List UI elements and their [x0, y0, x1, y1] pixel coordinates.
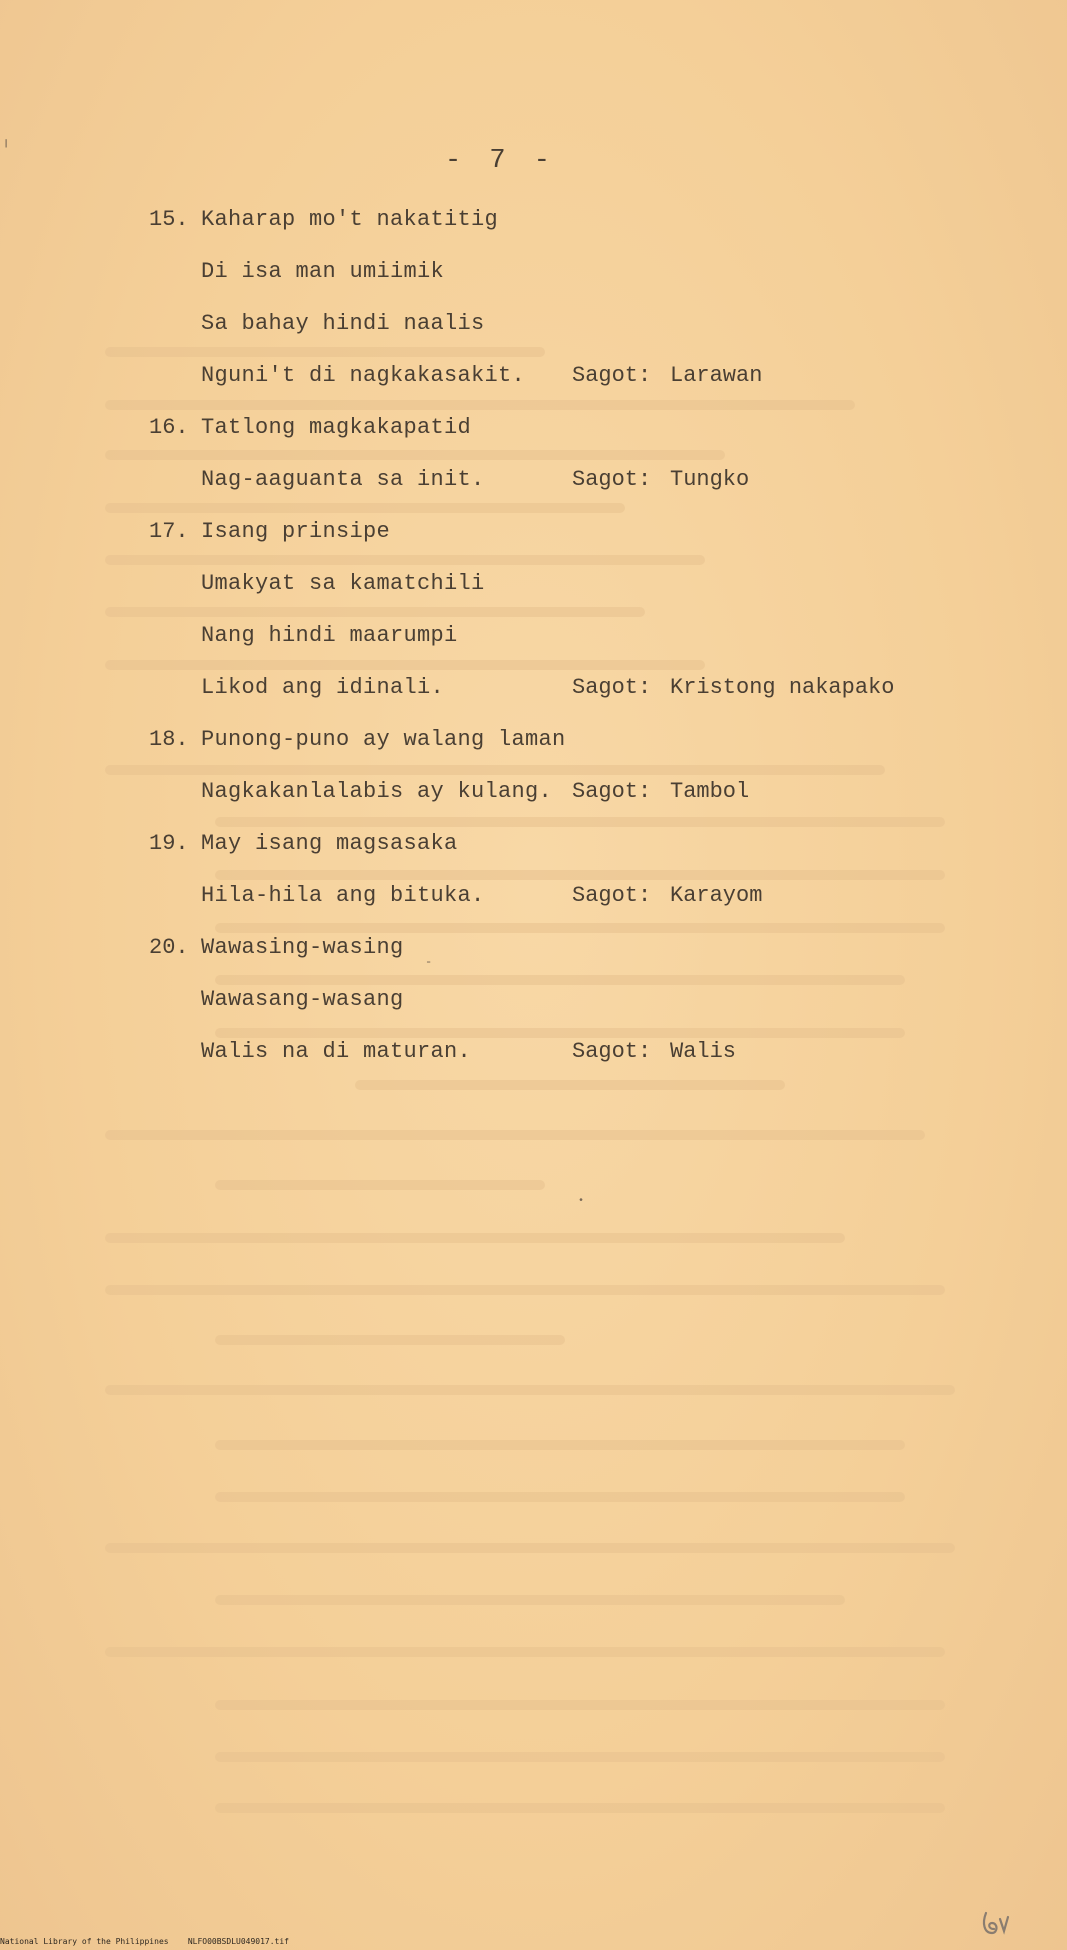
riddle-line: Likod ang idinali. [201, 675, 445, 700]
riddle-number: 20. [149, 935, 189, 960]
answer-label: Sagot: [572, 883, 652, 908]
answer-value: Kristong nakapako [670, 675, 895, 700]
answer-value: Tungko [670, 467, 750, 492]
riddle-line: Hila-hila ang bituka. [201, 883, 485, 908]
riddle-line: Nagkakanlalabis ay kulang. [201, 779, 553, 804]
answer-value: Karayom [670, 883, 763, 908]
riddle-line: Punong-puno ay walang laman [201, 727, 566, 752]
riddle-line: Sa bahay hindi naalis [201, 311, 485, 336]
archive-footer: National Library of the Philippines NLFO00BSDLU049017.tif [0, 1937, 289, 1946]
riddle-number: 17. [149, 519, 189, 544]
riddle-number: 16. [149, 415, 189, 440]
riddle-line: Kaharap mo't nakatitig [201, 207, 499, 232]
riddle-line: Nang hindi maarumpi [201, 623, 458, 648]
answer-label: Sagot: [572, 675, 652, 700]
page-number: - 7 - [445, 146, 557, 176]
riddle-line: Walis na di maturan. [201, 1039, 472, 1064]
stray-dash: - [425, 955, 433, 969]
answer-label: Sagot: [572, 467, 652, 492]
riddle-line: Nguni't di nagkakasakit. [201, 363, 526, 388]
handwritten-initial-mark [980, 1905, 1016, 1946]
riddle-number: 15. [149, 207, 189, 232]
margin-mark: ╷ [2, 133, 11, 149]
riddle-line: Wawasang-wasang [201, 987, 404, 1012]
riddle-line: Nag-aaguanta sa init. [201, 467, 485, 492]
answer-value: Larawan [670, 363, 763, 388]
answer-label: Sagot: [572, 363, 652, 388]
stray-dot: • [578, 1196, 585, 1207]
riddle-line: Umakyat sa kamatchili [201, 571, 485, 596]
answer-label: Sagot: [572, 1039, 652, 1064]
riddle-line: Di isa man umiimik [201, 259, 445, 284]
answer-label: Sagot: [572, 779, 652, 804]
riddle-number: 18. [149, 727, 189, 752]
answer-value: Tambol [670, 779, 750, 804]
riddle-number: 19. [149, 831, 189, 856]
riddle-line: Wawasing-wasing [201, 935, 404, 960]
riddle-line: Tatlong magkakapatid [201, 415, 472, 440]
riddle-line: May isang magsasaka [201, 831, 458, 856]
answer-value: Walis [670, 1039, 737, 1064]
riddle-line: Isang prinsipe [201, 519, 391, 544]
